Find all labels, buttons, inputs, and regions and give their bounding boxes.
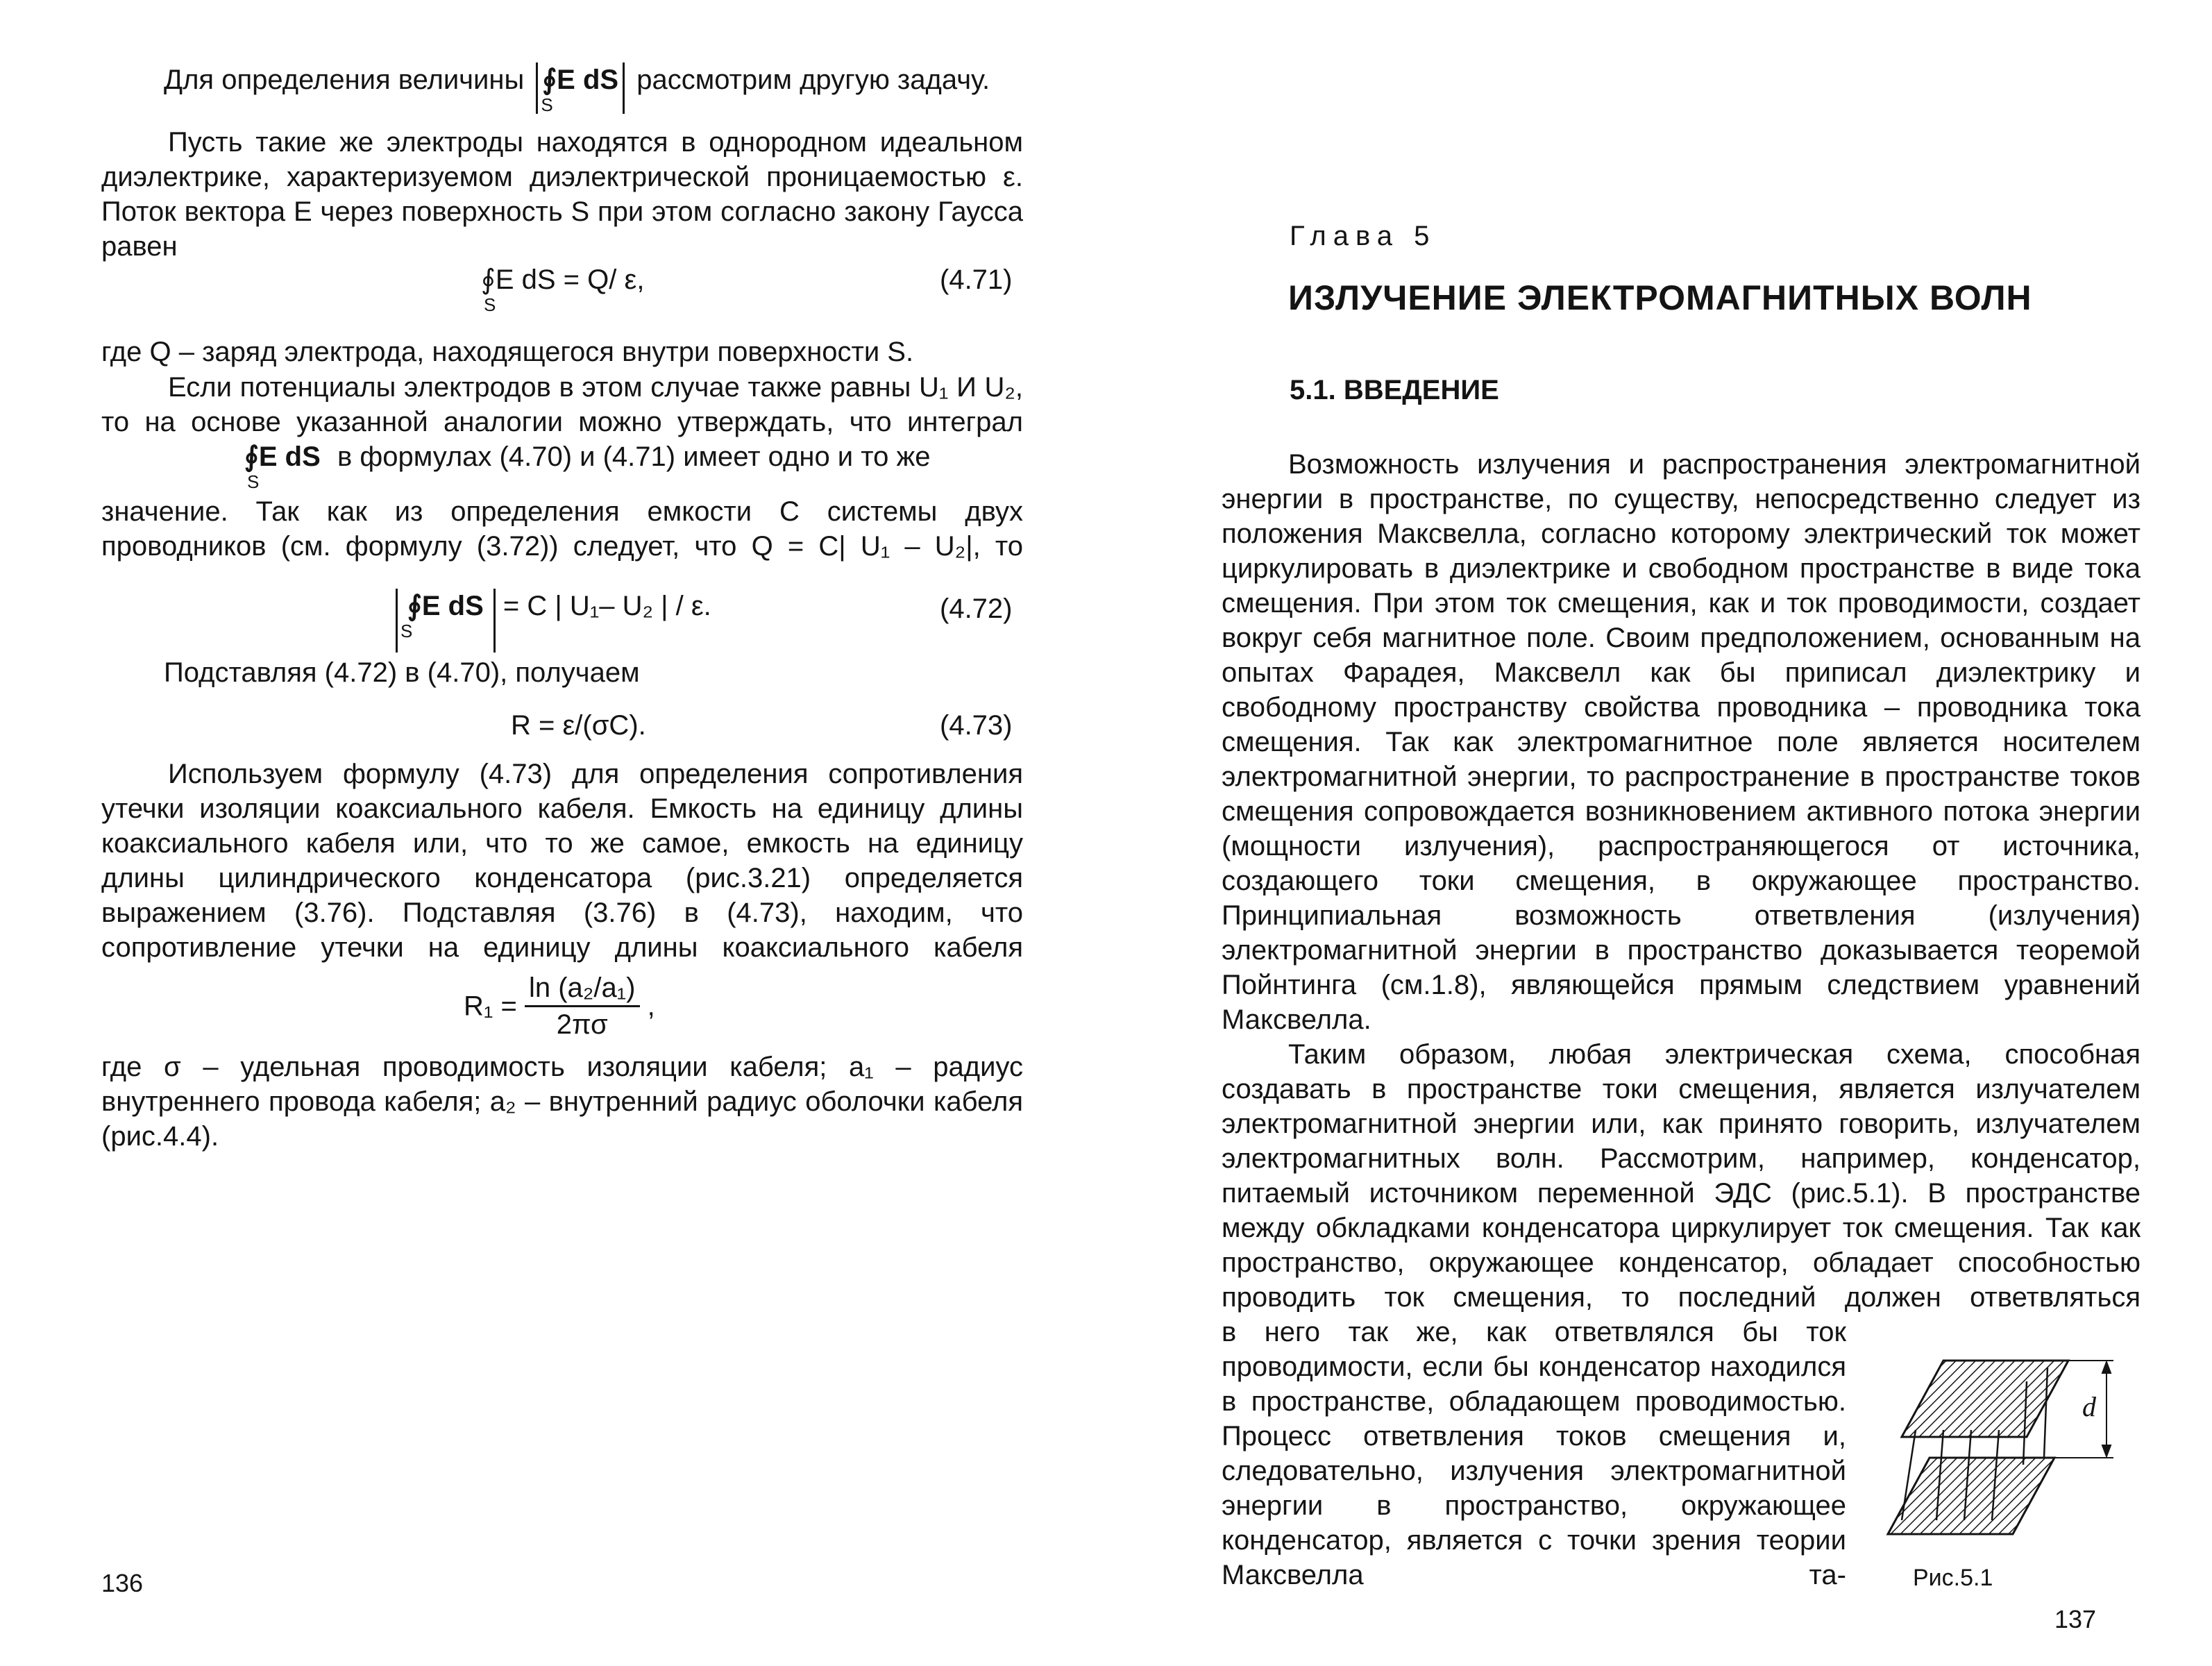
line-1 <box>164 62 990 114</box>
equation-number-4-71: (4.71) <box>940 264 1013 295</box>
page-number-right: 137 <box>2054 1605 2097 1633</box>
formula-4-73: R = ε/(σC). <box>511 710 646 741</box>
paragraph-6: Используем формулу (4.73) для определения сопротивления утечки изоляции коаксиального кабеля. Емкость на единицу длины коаксиального кабеля или, что то же самое, емкость на единицу длины цилиндрического конденсатора (рис.3.21) определяется выражением (3.76). Подставляя (3.76) в (4.73), находим, что сопротивление утечки на единицу длины коаксиального кабеля <box>101 759 1023 963</box>
integral-s: S <box>541 94 553 115</box>
figure-caption: Рис.5.1 <box>1913 1565 1993 1591</box>
line1-after: рассмотрим другую задачу. <box>636 65 990 95</box>
integral-abs <box>536 62 625 114</box>
chapter-label: Глава 5 <box>1290 221 1437 251</box>
formula-4-71-text: ∮E dS = Q/ ε, <box>481 264 645 295</box>
paragraph-4c: значение. Так как из определения емкости C системы двух проводников (см. формулу (3.72)) следует, что Q = C| U₁ – U₂|, то <box>101 496 1023 562</box>
formula-r1-numerator: ln (a₂/a₁) <box>525 970 640 1007</box>
right-paragraph-2: Таким образом, любая электрическая схема, способная создавать в пространстве токи смещения, является излучателем электромагнитной энергии или, как принято говорить, излучателем электромагнитных волн. Рассмотрим, например, конденсатор, питаемый источником переменной ЭДС (рис.5.1). В пространстве между обкладками конденсатора циркулирует ток смещения. Так как пространство, окружающее конденсатор, обладает способностью проводить ток смещения, то последний должен ответвляться <box>1222 1039 2141 1313</box>
dimension-label-d: d <box>2082 1391 2096 1422</box>
para4-integral-text: ∮E dS <box>244 441 321 472</box>
formula-r1-denominator: 2πσ <box>556 1009 608 1040</box>
integral-text: ∮E dS <box>542 65 619 95</box>
right-paragraph-1: Возможность излучения и распространения электромагнитной энергии в пространстве, по существу, непосредственно следует из положения Максвелла, согласно которому электрический ток может циркулировать в диэлектрике и свободном пространстве в виде тока смещения. При этом ток смещения, как и ток проводимости, создает вокруг себя магнитное поле. Своим предположением, основанным на опытах Фарадея, Максвелл как бы приписал диэлектрику и свободному пространству свойства проводника – проводника тока смещения. Так как электромагнитное поле является носителем электромагнитной энергии, то распространение в пространстве токов смещения сопровождается возникновением активного потока энергии (мощности излучения), распространяющегося от источника, создающего токи смещения, в окружающее пространство. Принципиальная возможность ответвления (излучения) электромагнитной энергии в пространство доказывается теоремой Пойнтинга (см.1.8), являющейся прямым следствием уравнений Максвелла. <box>1222 449 2141 1035</box>
capacitor-figure <box>1874 1354 2124 1548</box>
top-plate <box>1902 1361 2068 1437</box>
equation-number-4-73: (4.73) <box>940 710 1013 741</box>
paragraph-5: Подставляя (4.72) в (4.70), получаем <box>164 657 640 688</box>
formula-4-72-integral: ∮E dS <box>407 591 484 621</box>
line1-before: Для определения величины <box>164 65 525 95</box>
page-number-left: 136 <box>101 1569 144 1597</box>
formula-4-72 <box>396 589 711 653</box>
formula-r1-left: R₁ = <box>464 991 517 1022</box>
paragraph-4a: Если потенциалы электродов в этом случае также равны U₁ И U₂, то на основе указанной аналогии можно утверждать, что интеграл <box>101 372 1023 437</box>
formula-r1-fraction <box>525 970 640 1042</box>
formula-r1-tail: , <box>647 991 655 1022</box>
paragraph-2: Пусть такие же электроды находятся в однородном идеальном диэлектрике, характеризуемом диэлектрической проницаемостью ε. Поток вектора E через поверхность S при этом согласно закону Гаусса равен <box>101 127 1023 262</box>
right-page <box>1111 0 2212 1666</box>
paragraph-4-integral <box>244 439 321 492</box>
bottom-plate <box>1888 1458 2054 1534</box>
para4-integral-s: S <box>247 471 260 492</box>
paragraph-4b: в формулах (4.70) и (4.71) имеет одно и то же <box>337 441 931 472</box>
formula-4-72-s: S <box>400 621 413 641</box>
formula-4-71 <box>481 262 645 315</box>
paragraph-3: где Q – заряд электрода, находящегося внутри поверхности S. <box>101 337 914 367</box>
equation-number-4-72: (4.72) <box>940 594 1013 624</box>
right-paragraph-3: в него так же, как ответвлялся бы ток проводимости, если бы конденсатор находился в пространстве, обладающем проводимостью. Процесс ответвления токов смещения и, следовательно, излучения электромагнитной энергии в пространство, окружающее конденсатор, является с точки зрения теории Максвелла та- <box>1222 1317 1846 1590</box>
formula-4-71-s: S <box>484 294 496 315</box>
formula-r1 <box>464 970 655 1042</box>
paragraph-7: где σ – удельная проводимость изоляции кабеля; a₁ – радиус внутреннего провода кабеля; a₂ – внутренний радиус оболочки кабеля (рис.4.4). <box>101 1052 1023 1152</box>
chapter-title: ИЗЛУЧЕНИЕ ЭЛЕКТРОМАГНИТНЫХ ВОЛН <box>1288 278 2032 317</box>
formula-4-72-right: = C | U₁– U₂ | / ε. <box>503 591 711 621</box>
section-title: 5.1. ВВЕДЕНИЕ <box>1290 375 1499 405</box>
